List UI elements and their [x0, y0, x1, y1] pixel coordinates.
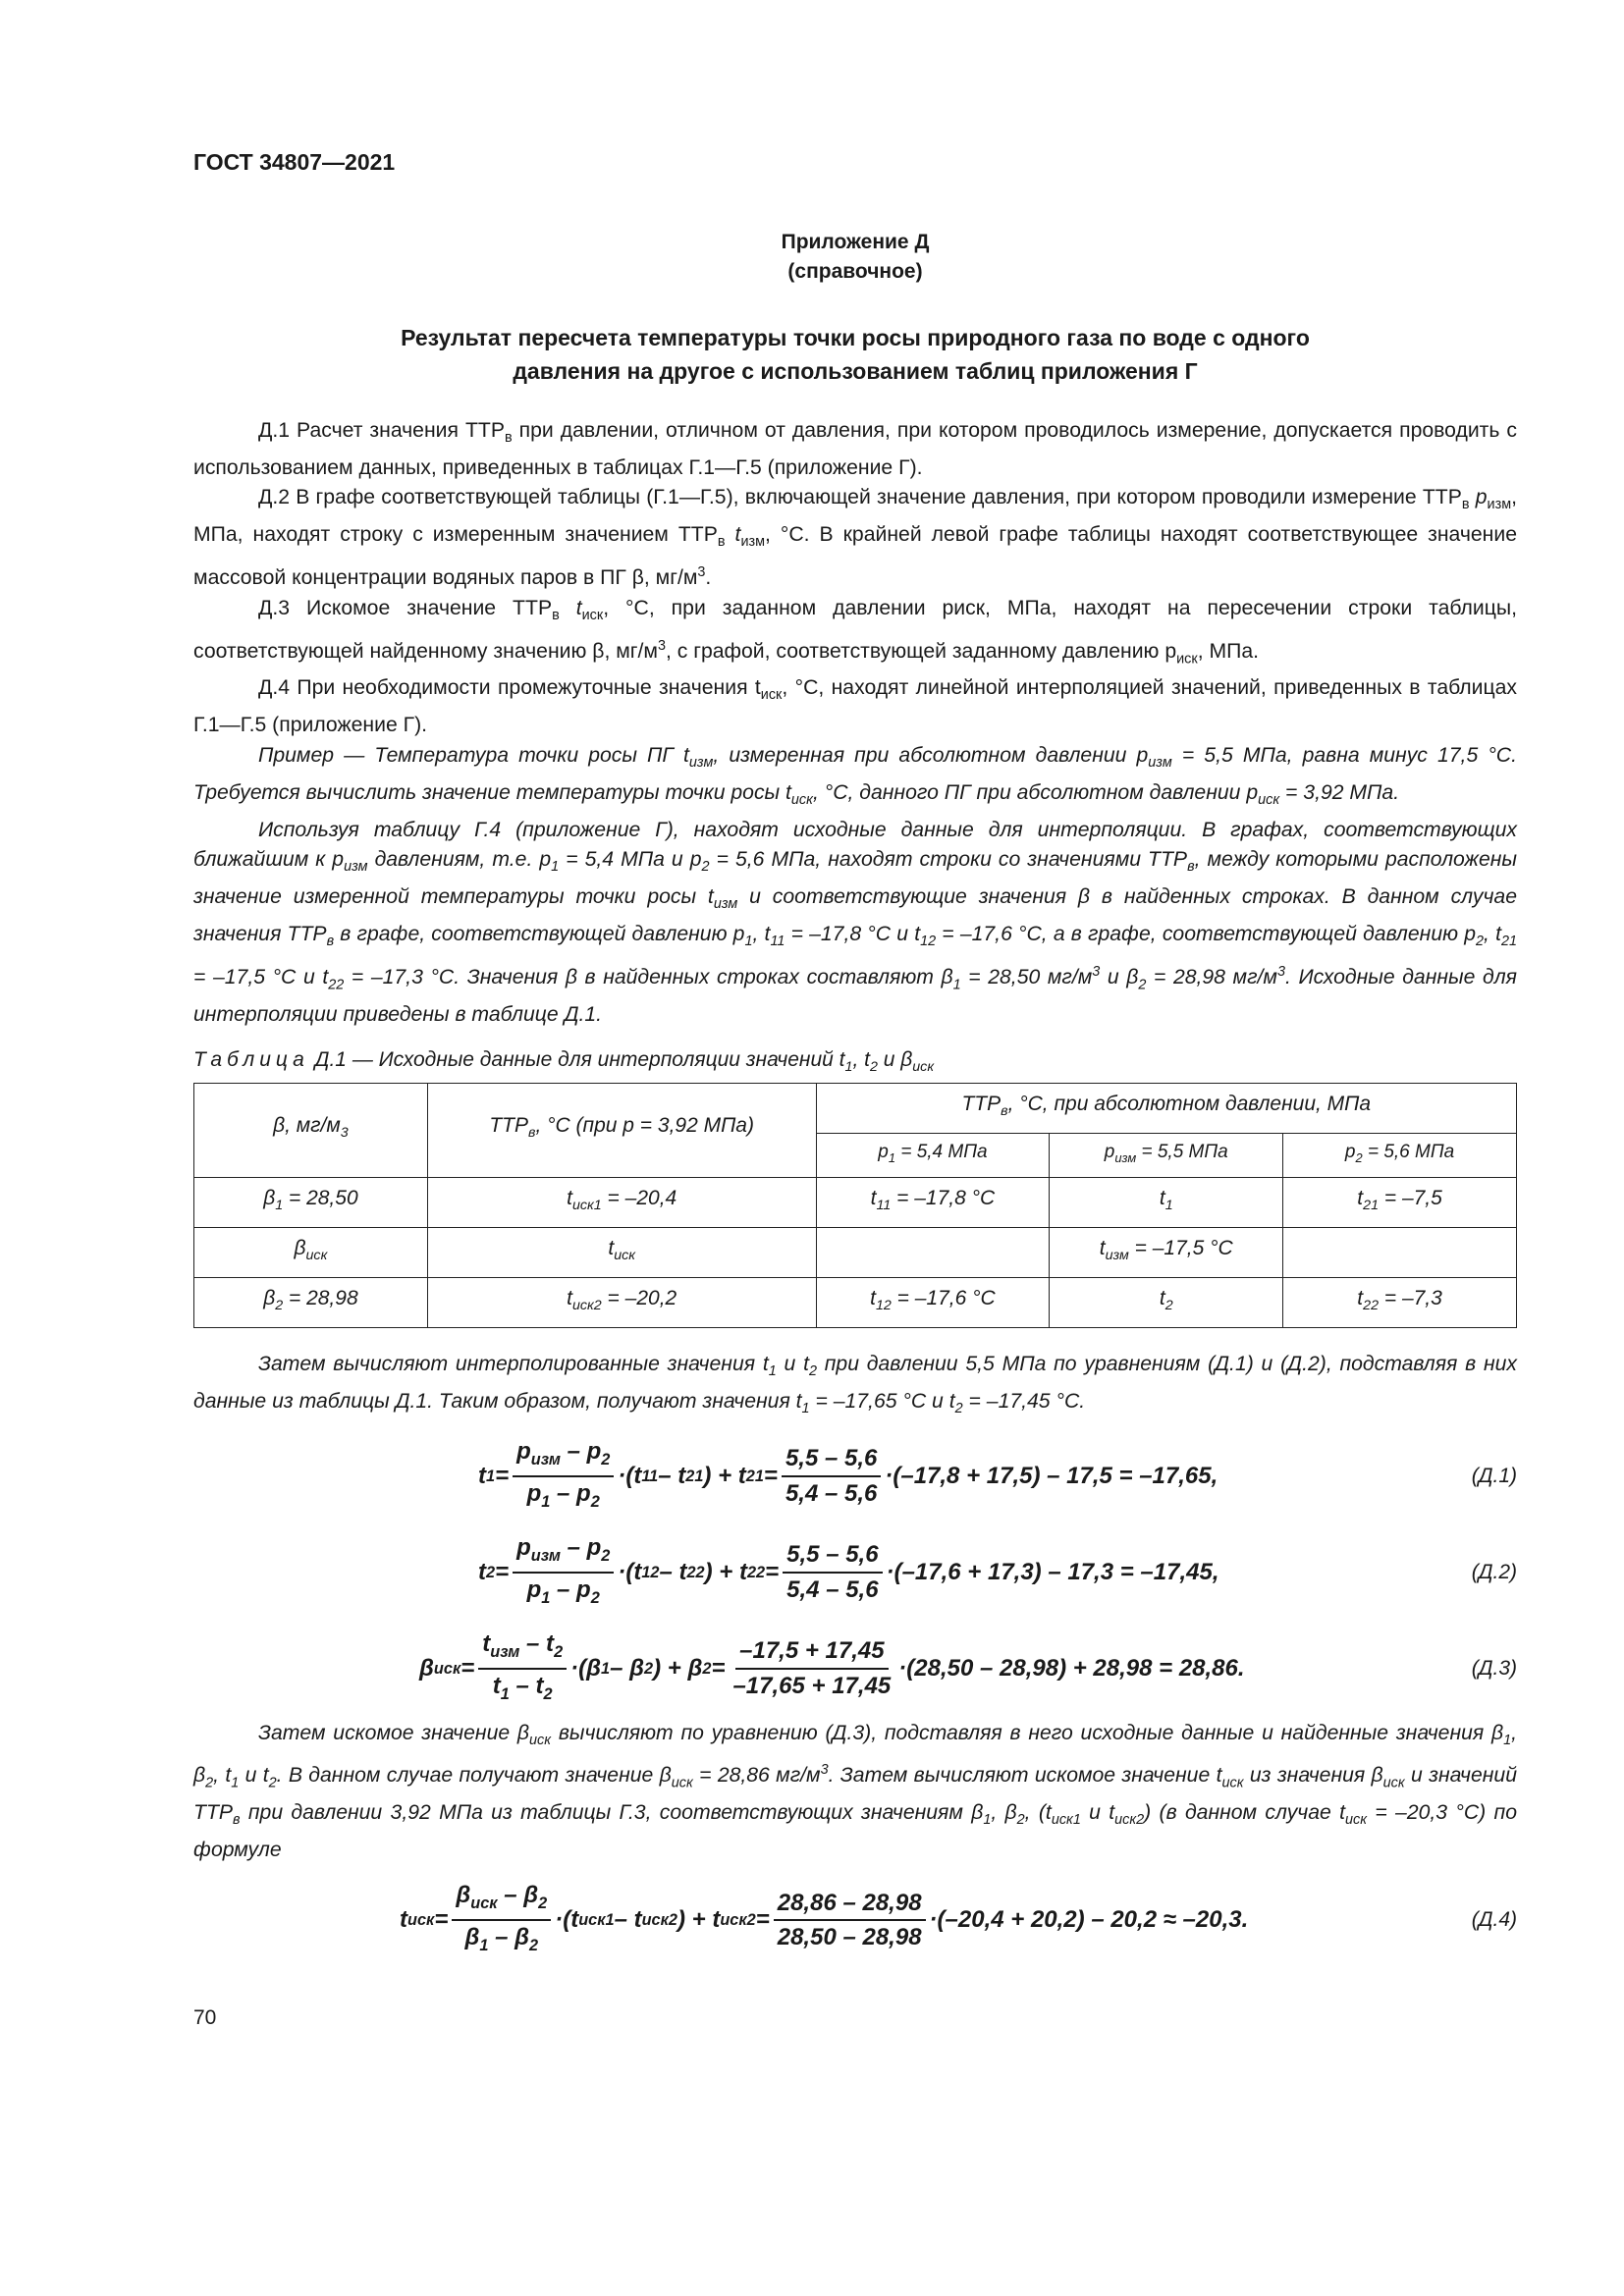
section-title-line-2: давления на другое с использованием таблиц приложения Г: [513, 358, 1198, 384]
cell-beta-isk: $\beta_{иск}$: [194, 1227, 428, 1277]
cell-ttr-isk: $t_{иск}$: [427, 1227, 816, 1277]
cell-p2-2: $t_{22} = -7,3$: [1283, 1277, 1517, 1327]
table-caption: Таблица Д.1 — Исходные данные для интерполяции значений $t_1$, $t_2$ и $\beta_{иск}$: [193, 1048, 935, 1076]
cell-pizm-measured: $t_{изм} = -17,5$ °С: [1050, 1227, 1283, 1277]
header-pressure-group: $ТТР_в$, °С, при абсолютном давлении, МПа: [816, 1083, 1516, 1133]
formula-d3: β иск = $t_{изм} - t_2$ $t_1 - t_2$ ·(β 1 – β 2 ) + β 2 = $\frac{-17,5 + 17,45}{-17,65 + 17,45}$ ·(28,50 – 28,98) + 28,98 = 28,86. (Д.3): [419, 1629, 1517, 1703]
document-page: [193, 0, 1517, 2296]
annex-heading: [193, 228, 1517, 287]
annex-title: Приложение Д: [781, 231, 930, 253]
header-beta: β, $мг/м_3$: [194, 1083, 428, 1177]
paragraph-d1: Д.1 Расчет значения $ТТР_в$ при давлении, отличном от давления, при котором проводилось измерение, допускается проводить с использованием данных, приведенных в таблицах Г.1—Г.5 (приложение Г).: [193, 419, 1517, 479]
document-code: ГОСТ 34807—2021: [193, 149, 396, 175]
header-pizm: $p_{изм} = 5,5$ МПа: [1050, 1133, 1283, 1177]
interpolation-paragraph: Используя таблицу Г.4 (приложение Г), находят исходные данные для интерполяции. В графах, соответствующих ближайшим к $p_{изм}$ давлениям, т.е. $p_1 = 5,4$ МПа и $p_2 = 5,6$ МПа, находят строки со значениями $ТТР_в$, между которыми расположены значение измеренной температуры точки росы $t_{изм}$ и соответствующие значения β в найденных строках. В данном случае значения $ТТР_в$ в графе, соответствующей давлению $p_1$, $t_{11} = -17,8$ °С и $t_{12} = -17,6$ °С, а в графе, соответствующей давлению $p_2$, $t_{21} = -17,5$ °С и $t_{22} = -17,3$ °С. Значения β в найденных строках составляют $\beta_1 = 28,50$ $мг/м^3$ и $\beta_2 = 28,98$ $мг/м^3$. Исходные данные для интерполяции приведены в таблице Д.1.: [193, 818, 1517, 1026]
header-ttr: $ТТР_в$, °С (при p = 3,92 МПа): [427, 1083, 816, 1177]
cell-beta-1: $\beta_1 = 28,50$: [194, 1177, 428, 1227]
cell-ttr-1: $t_{иск1} = -20,4$: [427, 1177, 816, 1227]
paragraph-d2: Д.2 В графе соответствующей таблицы (Г.1—Г.5), включающей значение давления, при котором проводили измерение $ТТР_в$ $p_{изм}$, МПа, находят строку с измеренным значением $ТТР_в$ $t_{изм}$, °С. В крайней левой графе таблицы находят соответствующее значение массовой концентрации водяных паров в ПГ β, $мг/м^3$.: [193, 486, 1517, 590]
section-title-line-1: Результат пересчета температуры точки росы природного газа по воде с одного: [401, 325, 1310, 350]
equation-number: (Д.4): [1471, 1907, 1517, 1931]
cell-p2-empty: [1283, 1227, 1517, 1277]
interpolation-table: [193, 1083, 1517, 1328]
cell-p1-2: $t_{12} = -17,6$ °С: [816, 1277, 1050, 1327]
cell-pizm-2: $t_2$: [1050, 1277, 1283, 1327]
annex-status: (справочное): [787, 260, 923, 283]
page-number: 70: [193, 2006, 217, 2029]
after-table-paragraph: Затем вычисляют интерполированные значения $t_1$ и $t_2$ при давлении 5,5 МПа по уравнениям (Д.1) и (Д.2), подставляя в них данные из таблицы Д.1. Таким образом, получают значения $t_1 = -17,65$ °С и $t_2 = -17,45$ °С.: [193, 1352, 1518, 1416]
equation-number: (Д.3): [1471, 1656, 1517, 1680]
formula-d1: t 1 = $p_{изм} - p_2$ $p_1 - p_2$ ·(t 11 – t 21 ) + t 21 = $\frac{5,5 - 5,6}{5,4 - 5,6}$ ·(–17,8 + 17,5) – 17,5 = –17,65, (Д.1): [478, 1437, 1517, 1511]
equation-number: (Д.2): [1471, 1560, 1517, 1583]
document-body: [193, 416, 1517, 1966]
header-p1: $p_1 = 5,4$ МПа: [816, 1133, 1050, 1177]
example-paragraph: Пример — Температура точки росы ПГ $t_{изм}$, измеренная при абсолютном давлении $p_{изм} = 5,5$ МПа, равна минус 17,5 °С. Требуется вычислить значение температуры точки росы $t_{иск}$, °С, данного ПГ при абсолютном давлении $p_{иск} = 3,92$ МПа.: [193, 743, 1517, 808]
paragraph-d4: Д.4 При необходимости промежуточные значения $t_{иск}$, °С, находят линейной интерполяцией значений, приведенных в таблицах Г.1—Г.5 (приложение Г).: [193, 676, 1517, 737]
formula-d4: t иск = $\beta_{иск} - \beta_2$ $\beta_1 - \beta_2$ ·(t иск1 – t иск2 ) + t иск2 = $\frac{28,86 - 28,98}{28,50 - 28,98}$ ·(–20,4 + 20,2) – 20,2 ≈ –20,3. (Д.4): [400, 1881, 1517, 1954]
cell-pizm-1: $t_1$: [1050, 1177, 1283, 1227]
cell-p1-empty: [816, 1227, 1050, 1277]
section-title: [252, 321, 1458, 388]
table-row: [194, 1227, 1517, 1277]
table-row: [194, 1177, 1517, 1227]
equation-number: (Д.1): [1471, 1464, 1517, 1487]
cell-beta-2: $\beta_2 = 28,98$: [194, 1277, 428, 1327]
cell-p2-1: $t_{21} = -7,5$: [1283, 1177, 1517, 1227]
cell-p1-1: $t_{11} = -17,8$ °С: [816, 1177, 1050, 1227]
after-formula-paragraph: Затем искомое значение $\beta_{иск}$ вычисляют по уравнению (Д.3), подставляя в него исходные данные и найденные значения $\beta_1$, $\beta_2$, $t_1$ и $t_2$. В данном случае получают значение $\beta_{иск} = 28,86$ $мг/м^3$. Затем вычисляют искомое значение $t_{иск}$ из значения $\beta_{иск}$ и значений $ТТР_в$ при давлении 3,92 МПа из таблицы Г.3, соответствующих значениям $\beta_1$, $\beta_2$, ($t_{иск1}$ и $t_{иск2}$) (в данном случае $t_{иск} = -20,3$ °С) по формуле: [193, 1721, 1517, 1862]
cell-ttr-2: $t_{иск2} = -20,2$: [427, 1277, 816, 1327]
paragraph-d3: Д.3 Искомое значение $ТТР_в$ $t_{иск}$, °С, при заданном давлении pиск, МПа, находят на пересечении строки таблицы, соответствующей найденному значению β, $мг/м^3$, с графой, соответствующей заданному давлению $p_{иск}$, МПа.: [193, 596, 1518, 667]
formula-d2: t 2 = $p_{изм} - p_2$ $p_1 - p_2$ ·(t 12 – t 22 ) + t 22 = $\frac{5,5 - 5,6}{5,4 - 5,6}$ ·(–17,6 + 17,3) – 17,3 = –17,45, (Д.2): [478, 1533, 1517, 1607]
table-row: [194, 1277, 1517, 1327]
header-p2: $p_2 = 5,6$ МПа: [1283, 1133, 1517, 1177]
